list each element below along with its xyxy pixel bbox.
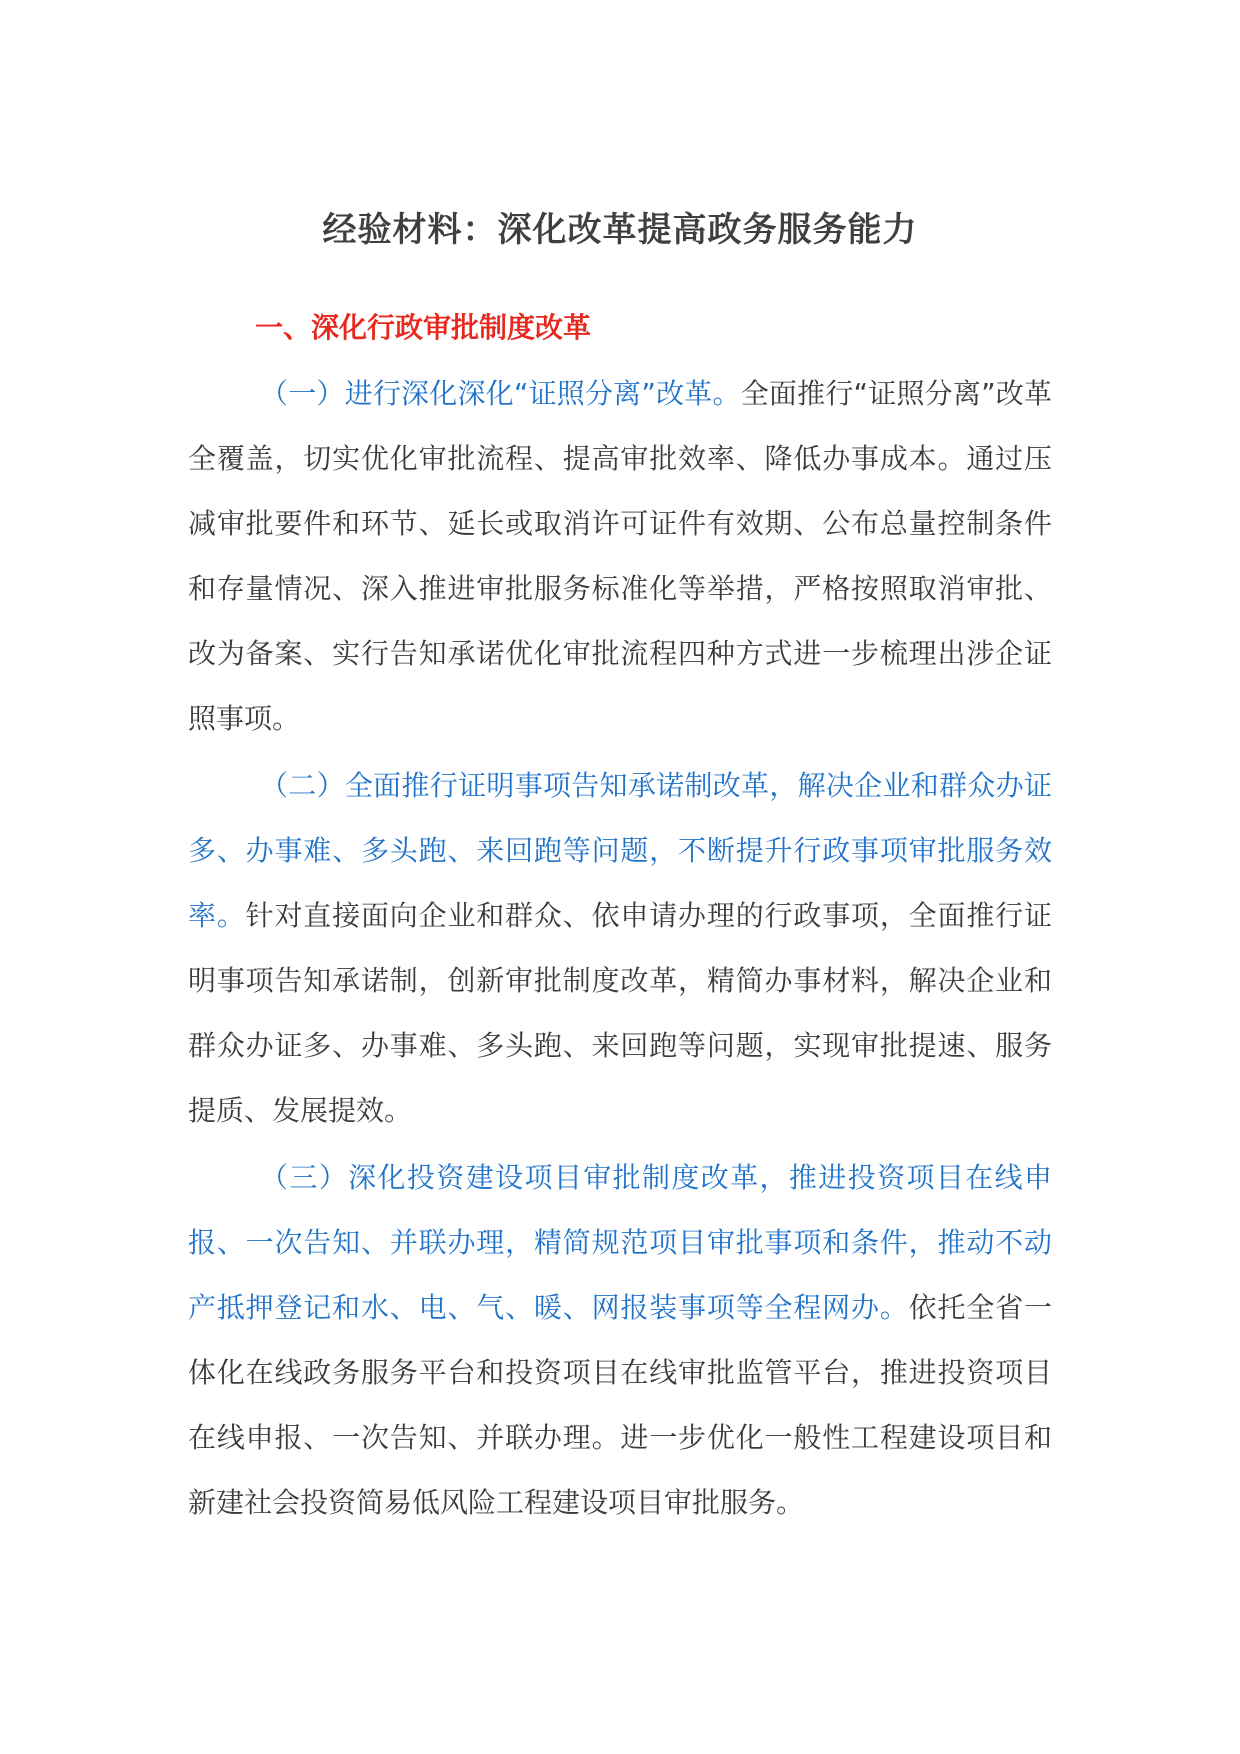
- paragraph-2-lead: （二）全面推行证明事项告知承诺制改革，解决企业和群众办证多、办事难、多头跑、来回跑等问题，不断提升行政事项审批服务效率。: [188, 769, 1052, 932]
- paragraph-2-body: 针对直接面向企业和群众、依申请办理的行政事项，全面推行证明事项告知承诺制，创新审批制度改革，精简办事材料，解决企业和群众办证多、办事难、多头跑、来回跑等问题，实现审批提速、服务提质、发展提效。: [188, 899, 1052, 1127]
- paragraph-3-body: 依托全省一体化在线政务服务平台和投资项目在线审批监管平台，推进投资项目在线申报、一次告知、并联办理。进一步优化一般性工程建设项目和新建社会投资简易低风险工程建设项目审批服务。: [188, 1291, 1052, 1519]
- paragraph-2: [188, 753, 1052, 1143]
- paragraph-1-body: 全面推行“证照分离”改革全覆盖，切实优化审批流程、提高审批效率、降低办事成本。通过压减审批要件和环节、延长或取消许可证件有效期、公布总量控制条件和存量情况、深入推进审批服务标准化等举措，严格按照取消审批、改为备案、实行告知承诺优化审批流程四种方式进一步梳理出涉企证照事项。: [188, 377, 1052, 735]
- paragraph-3-lead: （三）深化投资建设项目审批制度改革，推进投资项目在线申报、一次告知、并联办理，精简规范项目审批事项和条件，推动不动产抵押登记和水、电、气、暖、网报装事项等全程网办。: [188, 1161, 1052, 1324]
- document-title: 经验材料：深化改革提高政务服务能力: [322, 210, 918, 250]
- paragraph-1: [188, 361, 1052, 751]
- section-heading: 一、深化行政审批制度改革: [255, 311, 592, 344]
- paragraph-1-lead: （一）进行深化深化“证照分离”改革。: [260, 377, 741, 410]
- paragraph-3: [188, 1145, 1052, 1535]
